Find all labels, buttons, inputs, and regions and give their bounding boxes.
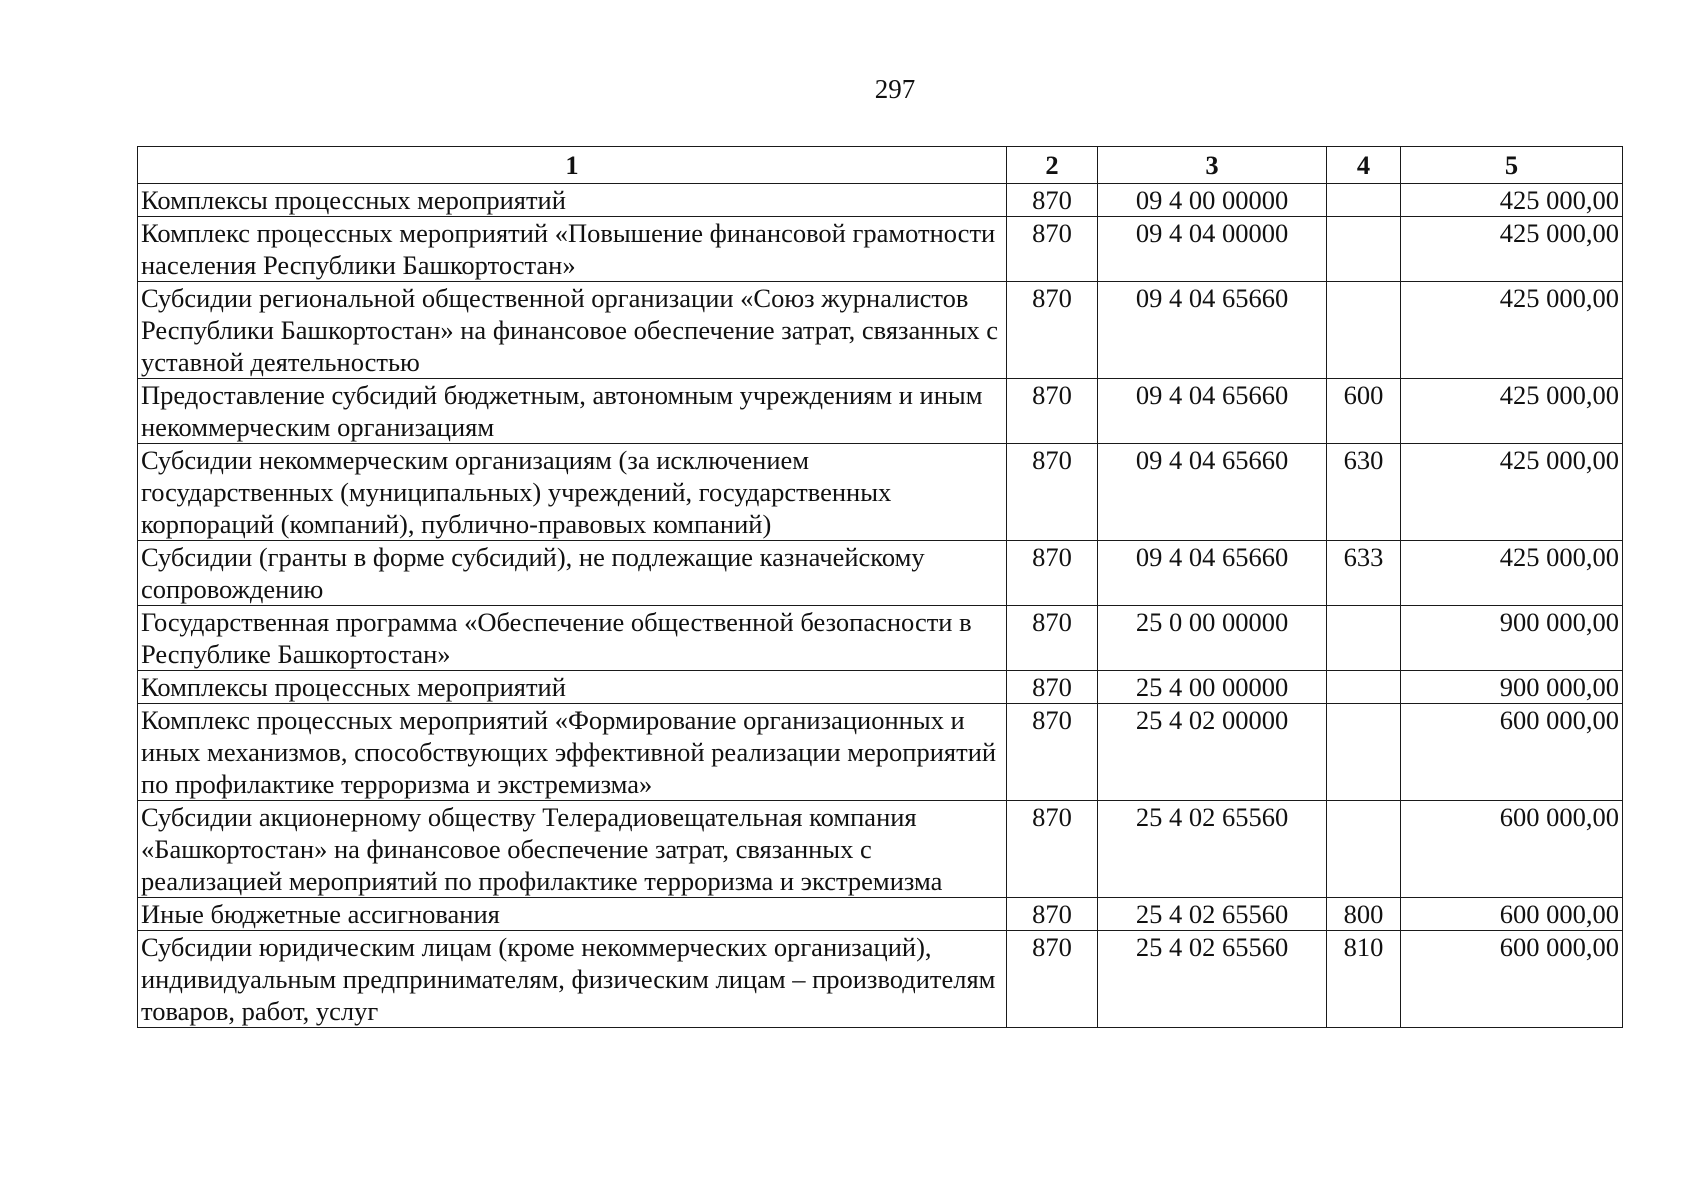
row-code-cell: 870 (1007, 704, 1098, 801)
row-type-cell: 633 (1327, 541, 1401, 606)
row-article-cell: 09 4 00 00000 (1098, 184, 1327, 217)
row-code-cell: 870 (1007, 217, 1098, 282)
row-code-cell: 870 (1007, 931, 1098, 1028)
row-type-cell (1327, 671, 1401, 704)
row-sum-cell: 900 000,00 (1401, 606, 1623, 671)
row-sum-cell: 425 000,00 (1401, 184, 1623, 217)
row-article-cell: 09 4 04 65660 (1098, 444, 1327, 541)
header-col-1: 1 (138, 147, 1007, 184)
row-type-cell (1327, 184, 1401, 217)
row-article-cell: 25 0 00 00000 (1098, 606, 1327, 671)
row-sum-cell: 425 000,00 (1401, 444, 1623, 541)
table-row (138, 898, 1623, 931)
row-type-cell (1327, 801, 1401, 898)
row-name-cell: Комплекс процессных мероприятий «Повышение финансовой грамотности населения Республики Башкортостан» (138, 217, 1007, 282)
page-number: 297 (874, 74, 916, 104)
row-sum-cell: 600 000,00 (1401, 704, 1623, 801)
row-sum-cell: 600 000,00 (1401, 801, 1623, 898)
row-type-cell: 810 (1327, 931, 1401, 1028)
row-type-cell (1327, 704, 1401, 801)
row-article-cell: 25 4 00 00000 (1098, 671, 1327, 704)
row-code-cell: 870 (1007, 379, 1098, 444)
row-name-cell: Иные бюджетные ассигнования (138, 898, 1007, 931)
header-col-3: 3 (1098, 147, 1327, 184)
row-article-cell: 25 4 02 65560 (1098, 931, 1327, 1028)
table-row (138, 184, 1623, 217)
row-article-cell: 09 4 04 65660 (1098, 541, 1327, 606)
table-body (138, 184, 1623, 1028)
row-name-cell: Субсидии (гранты в форме субсидий), не подлежащие казначейскому сопровождению (138, 541, 1007, 606)
table-row (138, 606, 1623, 671)
row-name-cell: Комплексы процессных мероприятий (138, 671, 1007, 704)
table-row (138, 541, 1623, 606)
header-row (138, 147, 1623, 184)
table-row (138, 217, 1623, 282)
row-article-cell: 09 4 04 00000 (1098, 217, 1327, 282)
row-name-cell: Субсидии акционерному обществу Телерадиовещательная компания «Башкортостан» на финансовое обеспечение затрат, связанных с реализацией мероприятий по профилактике терроризма и экстремизма (138, 801, 1007, 898)
row-type-cell: 600 (1327, 379, 1401, 444)
row-type-cell (1327, 606, 1401, 671)
row-sum-cell: 425 000,00 (1401, 541, 1623, 606)
table-row (138, 379, 1623, 444)
table-row (138, 931, 1623, 1028)
table-row (138, 444, 1623, 541)
row-type-cell (1327, 217, 1401, 282)
table-row (138, 282, 1623, 379)
row-code-cell: 870 (1007, 541, 1098, 606)
row-code-cell: 870 (1007, 606, 1098, 671)
table-row (138, 801, 1623, 898)
row-name-cell: Субсидии некоммерческим организациям (за исключением государственных (муниципальных) учреждений, государственных корпораций (компаний), публично-правовых компаний) (138, 444, 1007, 541)
row-name-cell: Комплексы процессных мероприятий (138, 184, 1007, 217)
row-code-cell: 870 (1007, 444, 1098, 541)
row-name-cell: Государственная программа «Обеспечение общественной безопасности в Республике Башкортостан» (138, 606, 1007, 671)
row-type-cell: 630 (1327, 444, 1401, 541)
row-name-cell: Субсидии региональной общественной организации «Союз журналистов Республики Башкортостан» на финансовое обеспечение затрат, связанных с уставной деятельностью (138, 282, 1007, 379)
row-name-cell: Субсидии юридическим лицам (кроме некоммерческих организаций), индивидуальным предпринимателям, физическим лицам – производителям товаров, работ, услуг (138, 931, 1007, 1028)
row-sum-cell: 425 000,00 (1401, 217, 1623, 282)
row-article-cell: 25 4 02 00000 (1098, 704, 1327, 801)
row-code-cell: 870 (1007, 898, 1098, 931)
row-type-cell: 800 (1327, 898, 1401, 931)
row-sum-cell: 600 000,00 (1401, 931, 1623, 1028)
header-col-5: 5 (1401, 147, 1623, 184)
row-code-cell: 870 (1007, 671, 1098, 704)
header-col-2: 2 (1007, 147, 1098, 184)
row-article-cell: 09 4 04 65660 (1098, 379, 1327, 444)
row-sum-cell: 600 000,00 (1401, 898, 1623, 931)
row-article-cell: 09 4 04 65660 (1098, 282, 1327, 379)
row-sum-cell: 900 000,00 (1401, 671, 1623, 704)
row-article-cell: 25 4 02 65560 (1098, 801, 1327, 898)
row-name-cell: Предоставление субсидий бюджетным, автономным учреждениям и иным некоммерческим организациям (138, 379, 1007, 444)
row-name-cell: Комплекс процессных мероприятий «Формирование организационных и иных механизмов, способствующих эффективной реализации мероприятий по профилактике терроризма и экстремизма» (138, 704, 1007, 801)
row-article-cell: 25 4 02 65560 (1098, 898, 1327, 931)
header-col-4: 4 (1327, 147, 1401, 184)
row-code-cell: 870 (1007, 801, 1098, 898)
table-row (138, 704, 1623, 801)
budget-table (137, 146, 1623, 1028)
row-code-cell: 870 (1007, 282, 1098, 379)
row-code-cell: 870 (1007, 184, 1098, 217)
table-row (138, 671, 1623, 704)
row-type-cell (1327, 282, 1401, 379)
row-sum-cell: 425 000,00 (1401, 282, 1623, 379)
table-header (138, 147, 1623, 184)
row-sum-cell: 425 000,00 (1401, 379, 1623, 444)
